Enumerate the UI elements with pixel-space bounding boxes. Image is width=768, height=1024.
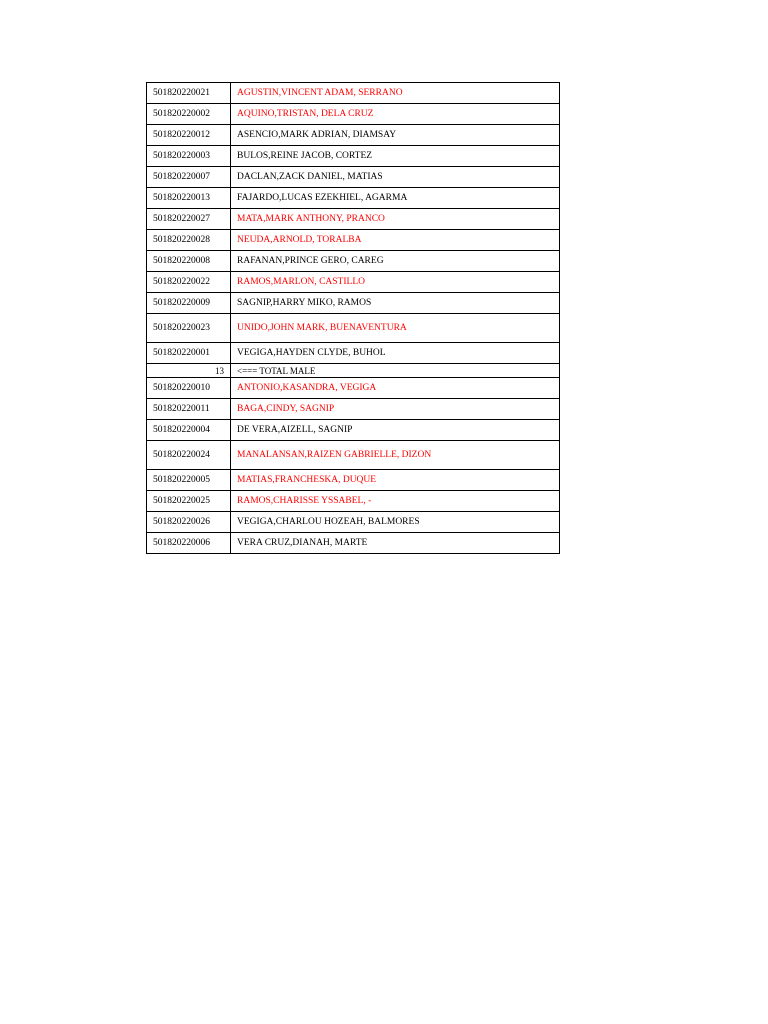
student-name: AQUINO,TRISTAN, DELA CRUZ [231,104,560,125]
table-row [147,491,560,512]
table-row [147,167,560,188]
student-name: VEGIGA,HAYDEN CLYDE, BUHOL [231,343,560,364]
table-row [147,104,560,125]
student-name: UNIDO,JOHN MARK, BUENAVENTURA [231,314,560,343]
student-id: 501820220027 [147,209,231,230]
student-id: 501820220026 [147,512,231,533]
table-row [147,420,560,441]
student-id: 501820220004 [147,420,231,441]
student-id: 501820220028 [147,230,231,251]
student-id: 501820220010 [147,378,231,399]
student-name: FAJARDO,LUCAS EZEKHIEL, AGARMA [231,188,560,209]
table-row [147,399,560,420]
table-row [147,146,560,167]
student-name: NEUDA,ARNOLD, TORALBA [231,230,560,251]
table-row [147,441,560,470]
student-name: SAGNIP,HARRY MIKO, RAMOS [231,293,560,314]
table-row [147,251,560,272]
student-name: MATIAS,FRANCHESKA, DUQUE [231,470,560,491]
total-male-row [147,364,560,378]
table-row [147,272,560,293]
student-id: 501820220013 [147,188,231,209]
student-id: 501820220024 [147,441,231,470]
student-id: 501820220021 [147,83,231,104]
student-name: ANTONIO,KASANDRA, VEGIGA [231,378,560,399]
student-id: 501820220002 [147,104,231,125]
total-male-count: 13 [147,364,231,378]
student-id: 501820220022 [147,272,231,293]
table-row [147,512,560,533]
student-name: RAMOS,MARLON, CASTILLO [231,272,560,293]
class-roster-table [146,82,560,554]
table-row [147,314,560,343]
student-id: 501820220023 [147,314,231,343]
total-male-label: <=== TOTAL MALE [231,364,560,378]
student-id: 501820220012 [147,125,231,146]
student-name: AGUSTIN,VINCENT ADAM, SERRANO [231,83,560,104]
student-name: RAMOS,CHARISSE YSSABEL, - [231,491,560,512]
student-name: VERA CRUZ,DIANAH, MARTE [231,533,560,554]
table-row [147,83,560,104]
student-id: 501820220001 [147,343,231,364]
table-row [147,293,560,314]
table-row [147,125,560,146]
student-id: 501820220009 [147,293,231,314]
student-name: BAGA,CINDY, SAGNIP [231,399,560,420]
table-row [147,188,560,209]
student-name: VEGIGA,CHARLOU HOZEAH, BALMORES [231,512,560,533]
student-name: RAFANAN,PRINCE GERO, CAREG [231,251,560,272]
student-name: DACLAN,ZACK DANIEL, MATIAS [231,167,560,188]
student-id: 501820220006 [147,533,231,554]
student-id: 501820220025 [147,491,231,512]
student-id: 501820220005 [147,470,231,491]
student-id: 501820220011 [147,399,231,420]
table-row [147,209,560,230]
table-row [147,343,560,364]
table-row [147,470,560,491]
student-name: MANALANSAN,RAIZEN GABRIELLE, DIZON [231,441,560,470]
student-id: 501820220003 [147,146,231,167]
student-name: MATA,MARK ANTHONY, PRANCO [231,209,560,230]
table-row [147,533,560,554]
table-row [147,378,560,399]
student-name: ASENCIO,MARK ADRIAN, DIAMSAY [231,125,560,146]
student-id: 501820220008 [147,251,231,272]
student-id: 501820220007 [147,167,231,188]
table-row [147,230,560,251]
student-name: DE VERA,AIZELL, SAGNIP [231,420,560,441]
student-name: BULOS,REINE JACOB, CORTEZ [231,146,560,167]
